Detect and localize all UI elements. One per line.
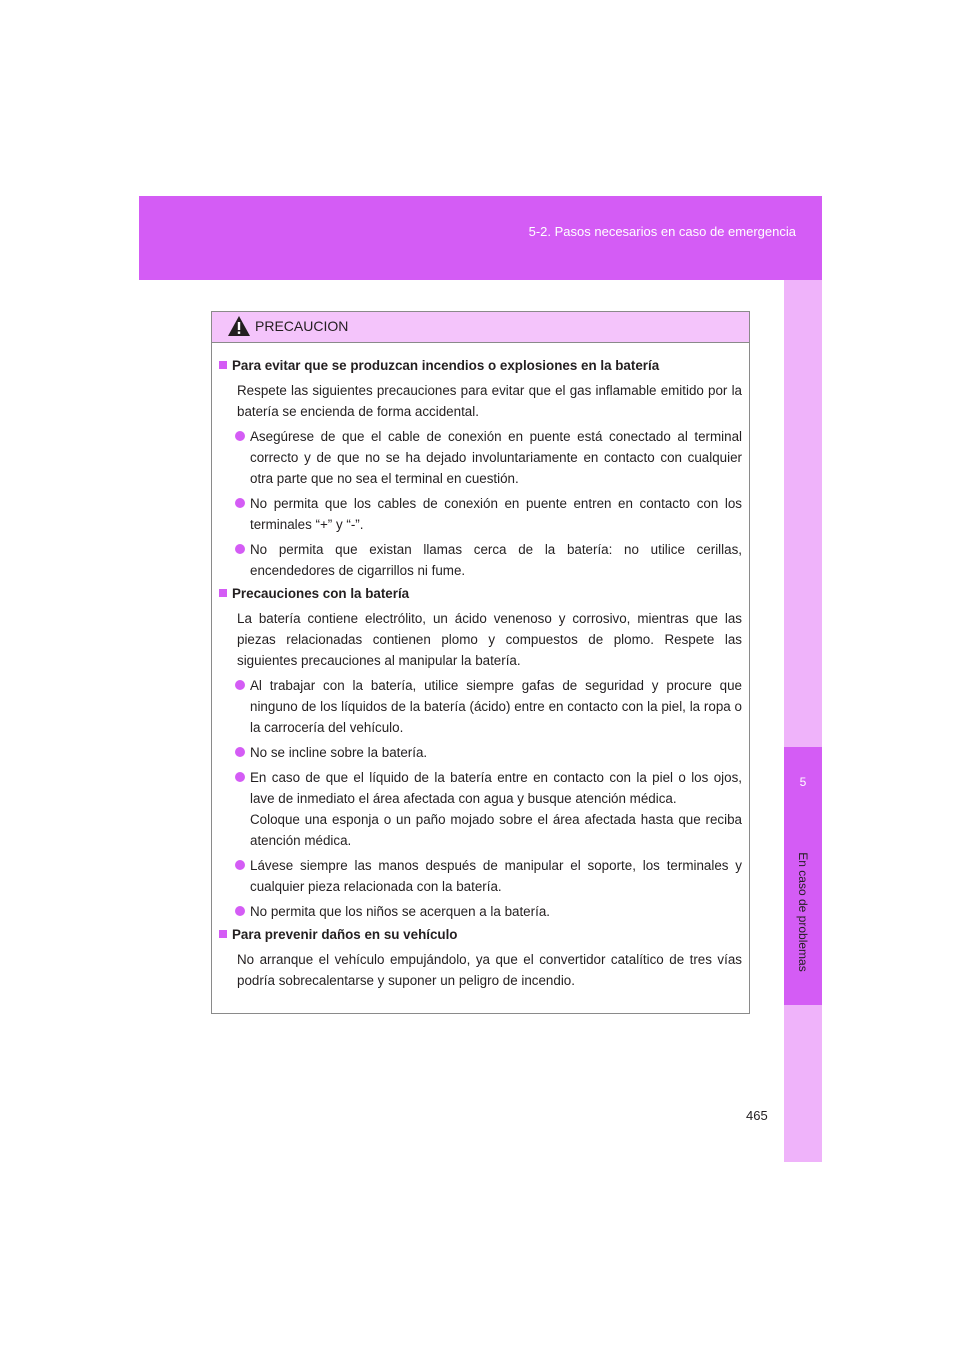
square-bullet-icon <box>219 589 227 597</box>
circle-bullet-icon <box>235 680 245 690</box>
section-heading: Para prevenir daños en su vehículo <box>219 924 742 945</box>
chapter-tab[interactable] <box>784 747 822 1005</box>
list-item: No permita que los niños se acerquen a la batería. <box>250 901 742 922</box>
circle-bullet-icon <box>235 498 245 508</box>
square-bullet-icon <box>219 930 227 938</box>
circle-bullet-icon <box>235 772 245 782</box>
section-paragraph: La batería contiene electrólito, un ácido venenoso y corrosivo, mientras que las piezas relacionadas contienen plomo y compuestos de plomo. Respete las siguientes precauciones al manipular la batería. <box>237 611 742 668</box>
list-item: No se incline sobre la batería. <box>250 742 742 763</box>
section-title: 5-2. Pasos necesarios en caso de emergencia <box>528 224 796 239</box>
chapter-label: En caso de problemas <box>796 852 810 972</box>
warning-icon <box>227 315 251 337</box>
list-item: Al trabajar con la batería, utilice siempre gafas de seguridad y procure que ninguno de los líquidos de la batería (ácido) entre en contacto con la piel, la ropa o la carrocería del vehículo. <box>250 675 742 738</box>
list-item: Lávese siempre las manos después de manipular el soporte, los terminales y cualquier pieza relacionada con la batería. <box>250 855 742 897</box>
list-item: Asegúrese de que el cable de conexión en puente está conectado al terminal correcto y de que no se ha dejado involuntariamente en contacto con cualquier otra parte que no sea el terminal en cuestión. <box>250 426 742 489</box>
circle-bullet-icon <box>235 747 245 757</box>
section-heading: Para evitar que se produzcan incendios o explosiones en la batería <box>219 355 742 376</box>
section-paragraph: No arranque el vehículo empujándolo, ya que el convertidor catalítico de tres vías podría sobrecalentarse y suponer un peligro de incendio. <box>237 952 742 988</box>
page-number: 465 <box>746 1108 768 1123</box>
square-bullet-icon <box>219 361 227 369</box>
chapter-number: 5 <box>799 775 807 789</box>
circle-bullet-icon <box>235 544 245 554</box>
list-item: En caso de que el líquido de la batería entre en contacto con la piel o los ojos, lave de inmediato el área afectada con agua y busque atención médica. Coloque una esponja o un paño mojado sobre el área afectada hasta que reciba atención médica. <box>250 767 742 851</box>
side-tab <box>784 280 822 1162</box>
list-item: No permita que existan llamas cerca de la batería: no utilice cerillas, encendedores de cigarrillos ni fume. <box>250 539 742 581</box>
section-paragraph: Respete las siguientes precauciones para evitar que el gas inflamable emitido por la batería se encienda de forma accidental. <box>237 383 742 419</box>
chapter-header-band <box>139 196 822 280</box>
circle-bullet-icon <box>235 431 245 441</box>
caution-header <box>212 312 749 343</box>
caution-box <box>211 311 750 1014</box>
circle-bullet-icon <box>235 860 245 870</box>
list-item: No permita que los cables de conexión en puente entren en contacto con los terminales “+” y “-”. <box>250 493 742 535</box>
section-heading: Precauciones con la batería <box>219 583 742 604</box>
caution-title: PRECAUCION <box>255 318 349 334</box>
circle-bullet-icon <box>235 906 245 916</box>
caution-body <box>212 343 749 991</box>
